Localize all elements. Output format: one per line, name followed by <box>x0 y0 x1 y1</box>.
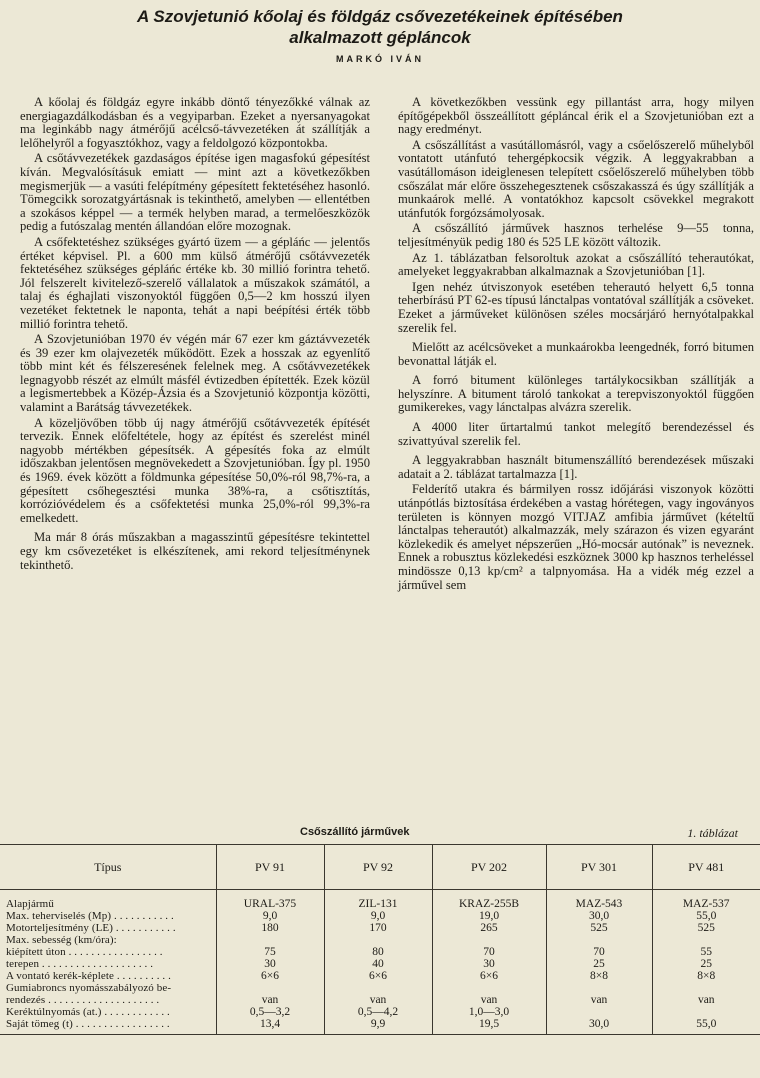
table-cell: 30,0 <box>546 910 652 922</box>
table-number: 1. táblázat <box>687 826 738 840</box>
table-cell: ZIL-131 <box>324 898 432 910</box>
author: MARKÓ IVÁN <box>336 54 424 64</box>
table-cell: 40 <box>324 958 432 970</box>
table-cell: 8×8 <box>652 970 760 982</box>
table-heading <box>0 826 760 842</box>
table-caption: Csőszállító járművek <box>300 826 410 838</box>
row-label: Motorteljesítmény (LE) . . . . . . . . . . . <box>6 922 176 934</box>
title-line-2: alkalmazott géplánc​ok <box>289 28 471 47</box>
table-cell: 1,0—3,0 <box>432 1006 546 1018</box>
article-title <box>20 6 740 48</box>
vehicle-table <box>0 844 760 1035</box>
column-header: PV 91 <box>216 845 324 890</box>
table-cell: 55 <box>652 946 760 958</box>
row-label: kiépített úton . . . . . . . . . . . . . . . . . <box>6 946 163 958</box>
left-column <box>20 96 370 574</box>
table-cell: 70 <box>432 946 546 958</box>
table-row <box>0 958 760 970</box>
table-cell: 25 <box>546 958 652 970</box>
table-cell: van <box>652 994 760 1006</box>
row-label: Max. sebesség (km/óra): <box>6 934 117 946</box>
table-cell: 19,5 <box>432 1018 546 1035</box>
table-cell: van <box>216 994 324 1006</box>
table-cell: 170 <box>324 922 432 934</box>
table-row <box>0 1018 760 1035</box>
table-cell: 25 <box>652 958 760 970</box>
table-cell <box>652 982 760 994</box>
table-cell: 265 <box>432 922 546 934</box>
paragraph: A kőolaj és földgáz egyre inkább döntő tényezőkké válnak az energiagazdálkodásban és a vegyiparban. Ezeket a nyersanyagokat ma leginkább nagy átmérőjű acélcső-távvezetéken át szállítják a lelőhelyről a fogyasztókhoz, vagy a feldolgozó központokba. <box>20 95 370 150</box>
row-label: Saját tömeg (t) . . . . . . . . . . . . . . . . . <box>0 1018 216 1035</box>
paragraph: A leggyakrabban használt bitumenszállító berendezések műszaki adatait a 2. táblázat tartalmazza [1]. <box>398 453 754 481</box>
table-cell <box>546 982 652 994</box>
row-label: rendezés . . . . . . . . . . . . . . . . . . . . <box>6 994 160 1006</box>
table-cell: MAZ-543 <box>546 898 652 910</box>
table-row <box>0 922 760 934</box>
table-cell: 19,0 <box>432 910 546 922</box>
table-cell <box>546 1006 652 1018</box>
table-row <box>0 946 760 958</box>
row-label: A vontató kerék-képlete . . . . . . . . . . <box>6 970 171 982</box>
table-cell: 13,4 <box>216 1018 324 1035</box>
table-cell: KRAZ-255B <box>432 898 546 910</box>
table-cell: 180 <box>216 922 324 934</box>
paragraph: A 4000 liter űrtartalmú tankot melegítő berendezéssel és szivattyúval szerelik fel. <box>398 420 754 448</box>
table-cell: 0,5—3,2 <box>216 1006 324 1018</box>
table-row <box>0 898 760 910</box>
table-cell: 8×8 <box>546 970 652 982</box>
paragraph: A forró bitument különleges tartálykocsikban szállítják a helyszínre. A bitument tároló tankokat a terepviszonyoktól függően gumikerekes, vagy lánctalpas alvázra szerelik. <box>398 373 754 415</box>
paragraph: A közeljövőben több új nagy átmérőjű csőtávvezeték építését tervezik. Ennek előfeltétele, hogy az építést és szerelést minél nagyobb mértékben gépesítsék. A gépesítés foka az elmúlt időszakban jelentősen megnövekedett a Szovjetunióban. Így pl. 1950 és 1969. évek között a földmunka gépesítése 50,0%-ról 98,7%-ra, a gépesített csőhegesztési munka 38%-ra, a csőtisztítás, korrózióvédelem és a csőfektetési munka 25,0%-ról 99,3%-ra emelkedett. <box>20 415 370 525</box>
table-row <box>0 982 760 994</box>
table-cell: 9,0 <box>324 910 432 922</box>
column-header: PV 202 <box>432 845 546 890</box>
row-label: Keréktúlnyomás (at.) . . . . . . . . . . . . <box>6 1006 170 1018</box>
spacer-row <box>0 890 760 899</box>
table-cell: 55,0 <box>652 910 760 922</box>
column-header: Típus <box>0 845 216 890</box>
table-cell: 525 <box>652 922 760 934</box>
table-cell <box>324 982 432 994</box>
table-cell <box>652 934 760 946</box>
table-cell <box>432 934 546 946</box>
table-cell <box>432 982 546 994</box>
table-cell: van <box>546 994 652 1006</box>
table-row <box>0 1006 760 1018</box>
table-cell: van <box>324 994 432 1006</box>
table-cell <box>216 982 324 994</box>
table-row <box>0 994 760 1006</box>
table-cell: MAZ-537 <box>652 898 760 910</box>
row-label: Max. teherviselés (Mp) . . . . . . . . . . . <box>6 910 174 922</box>
table-header-row <box>0 845 760 890</box>
paragraph: Mielőtt az acélcsöveket a munkaárokba leengednék, forró bitumen bevonattal látják el. <box>398 340 754 368</box>
column-header: PV 301 <box>546 845 652 890</box>
paragraph: A csőfektetéshez szükséges gyártó üzem — a gépláńc — jelentős értéket képvisel. Pl. a 600 mm külső átmérőjű csőtávvezeték fektetéséhez szükséges gépláńc értéke kb. 30 millió forintra tehető. Jól felszerelt kivitelező-szerelő vállalatok a műszakok számától, a talaj és éghajlati viszonyoktól függően 0,5—2 km hosszú ilyen vezetéket fektetnek le naponta, tehát a napi beépítési érték több millió forintra tehető. <box>20 234 370 331</box>
paragraph: A Szovjetunióban 1970 év végén már 67 ezer km gáztávvezeték és 39 ezer km olajvezeték működött. Ezek a hosszak az egyenlítő több mint két és félszeresének felelnek meg. A csőtávvezetékek legnagyobb részét az elmúlt másfél évtizedben építették. Ezek közül a legismertebbek a Közép-Ázsia és a Szovjetunió központja közötti, valamint a Barátság távvezetékek. <box>20 332 370 415</box>
table-cell: 9,0 <box>216 910 324 922</box>
row-label: terepen . . . . . . . . . . . . . . . . . . . . <box>6 958 154 970</box>
column-header: PV 481 <box>652 845 760 890</box>
paragraph: A csőszállító járművek hasznos terhelése 9—55 tonna, teljesítményük pedig 180 és 525 LE között változik. <box>398 221 754 249</box>
table-cell: 30 <box>216 958 324 970</box>
table-cell: 6×6 <box>432 970 546 982</box>
paragraph: A csőszállítást a vasútállomásról, vagy a csőelőszerelő műhelyből vontatott utánfutó tehergépkocsik végzik. A leggyakrabban a vasútállomáson ideiglenesen telepített csőelőszerelő műhelyben több csőszálat már előre összehegesztenek csőszakasszá és úgy szállítják a munkaárok mellé. A vontatókhoz kapcsolt csövekkel megrakott utánfutók forgózsámolyosak. <box>398 137 754 220</box>
table-cell: URAL-375 <box>216 898 324 910</box>
row-label: Gumiabroncs nyomásszabályozó be- <box>6 982 172 994</box>
table-cell: 525 <box>546 922 652 934</box>
table-cell: 30,0 <box>546 1018 652 1035</box>
table-cell <box>652 1006 760 1018</box>
paragraph: Az 1. táblázatban felsoroltuk azokat a csőszállító teherautókat, amelyeket leggyakrabban alkalmaznak a Szovjetunióban [1]. <box>398 250 754 279</box>
table-cell: 30 <box>432 958 546 970</box>
column-header: PV 92 <box>324 845 432 890</box>
table-cell: 70 <box>546 946 652 958</box>
title-line-1: A Szovjetunió kőolaj és földgáz csővezetékeinek építésében <box>137 7 623 26</box>
table-cell: 6×6 <box>324 970 432 982</box>
paragraph: A csőtávvezetékek gazdaságos építése igen magasfokú gépesítést kíván. Megvalósításuk emiatt — mint azt a következőkben megismerjük — a vasúti felépítmény gépesített fektetéséhez hasonló. Tömegcikk sorozatgyártásnak is tekinthető, amelyben — ellentétben a szokásos képpel — a termék helyben marad, a termelőeszközök pedig a futószalag mentén állandóan előre mozognak. <box>20 151 370 234</box>
table-row <box>0 910 760 922</box>
right-column <box>398 96 754 594</box>
table-cell <box>546 934 652 946</box>
table-row <box>0 934 760 946</box>
paragraph: Felderítő utakra és bármilyen rossz időjárási viszonyok közötti utánpótlás biztosítása érdekében a vastag hórétegen, vagy ingoványos területen is könnyen mozgó VITJAZ amfibia járművet (kételtű lánctalpas teherautót) alkalmazzák, mely szárazon és vizen egyaránt közlekedik és amelyet népszerűen „Hó-mocsár autónak” is neveznek. Ennek a robusztus közlekedési eszköznek 3000 kp hasznos terheléssel mindössze 0,13 kp/cm² a talpnyomása. Ha a vidék még ezzel a járművel sem <box>398 482 754 592</box>
table-cell: 80 <box>324 946 432 958</box>
paragraph: Ma már 8 órás műszakban a magasszintű gépesítésre tekintettel egy km csővezetéket is elkészítenek, ami rekord teljesítménynek tekinthető. <box>20 530 370 572</box>
table-cell: 75 <box>216 946 324 958</box>
row-label: Alapjármű <box>6 898 54 910</box>
paragraph: A következőkben vessünk egy pillantást arra, hogy milyen építőgépekből összeállított gépláncal érik el a Szovjetunióban ezt a nagy eredményt. <box>398 95 754 137</box>
table-row <box>0 970 760 982</box>
table-cell <box>324 934 432 946</box>
table-cell: 0,5—4,2 <box>324 1006 432 1018</box>
table-cell: 9,9 <box>324 1018 432 1035</box>
table-cell: van <box>432 994 546 1006</box>
paragraph: Igen nehéz útviszonyok esetében teherautó helyett 6,5 tonna teherbírású PT 62-es típusú lánctalpas vontatóval szállítják a csöveket. Ezeket a járműveket különösen széles mocsárjáró hernyótalpakkal szerelik fel. <box>398 279 754 335</box>
table-cell <box>216 934 324 946</box>
table-cell: 55,0 <box>652 1018 760 1035</box>
table-cell: 6×6 <box>216 970 324 982</box>
